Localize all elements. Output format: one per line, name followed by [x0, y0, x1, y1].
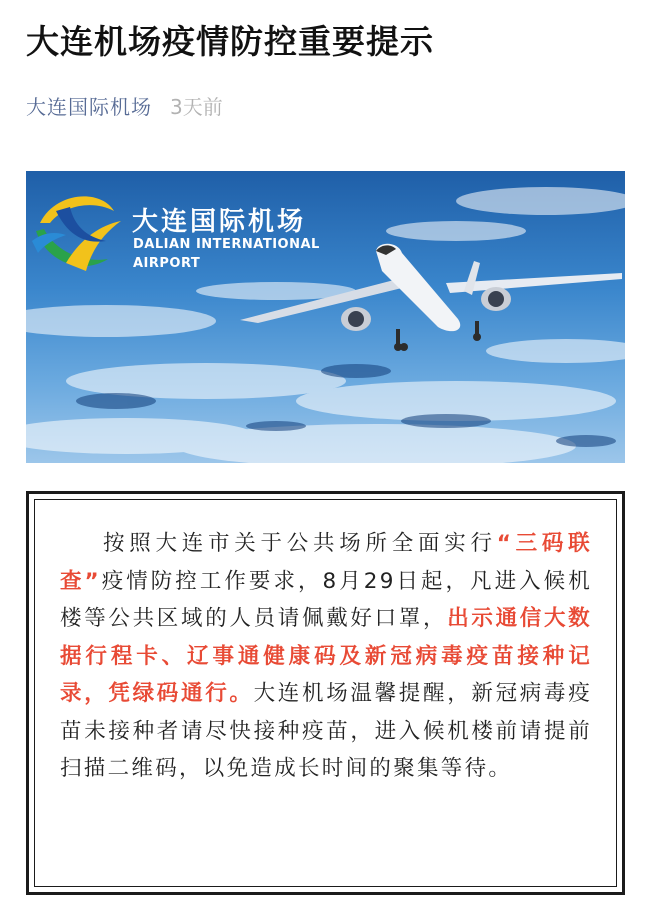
banner-image: [26, 171, 625, 463]
airport-logo-icon: [32, 196, 121, 271]
notice-text-segment: 按照大连市关于公共场所全面实行: [103, 531, 497, 556]
airport-logo-english-line1: DALIAN INTERNATIONAL: [133, 237, 320, 252]
article-meta: [26, 88, 223, 122]
airport-logo-english: [133, 235, 333, 273]
author-link[interactable]: 大连国际机场: [26, 94, 152, 119]
notice-text: [60, 525, 592, 788]
publish-time: 3天前: [170, 94, 223, 119]
notice-text-segment: 大连机场温馨提醒，新冠病毒疫苗未接种者请尽快接种疫苗，进入候机楼前请提前扫描二维码，以免造成长时间的聚集等待。: [60, 681, 593, 781]
notice-text-segment: 疫情防控工作要求，8月29日起，凡进入候机楼等公共区域的人员请佩戴好口罩，: [60, 568, 592, 631]
notice-highlight: 出示通信大数据行程卡、辽事通健康码及新冠病毒疫苗接种记录，凭绿码通行。: [60, 606, 592, 706]
airport-logo-chinese: 大连国际机场: [132, 207, 307, 237]
notice-box: [26, 491, 625, 895]
article-title: 大连机场疫情防控重要提示: [26, 22, 434, 61]
airport-logo-english-line2: AIRPORT: [133, 256, 201, 271]
sky-background: [26, 171, 625, 463]
notice-highlight: “三码联查”: [60, 531, 592, 594]
